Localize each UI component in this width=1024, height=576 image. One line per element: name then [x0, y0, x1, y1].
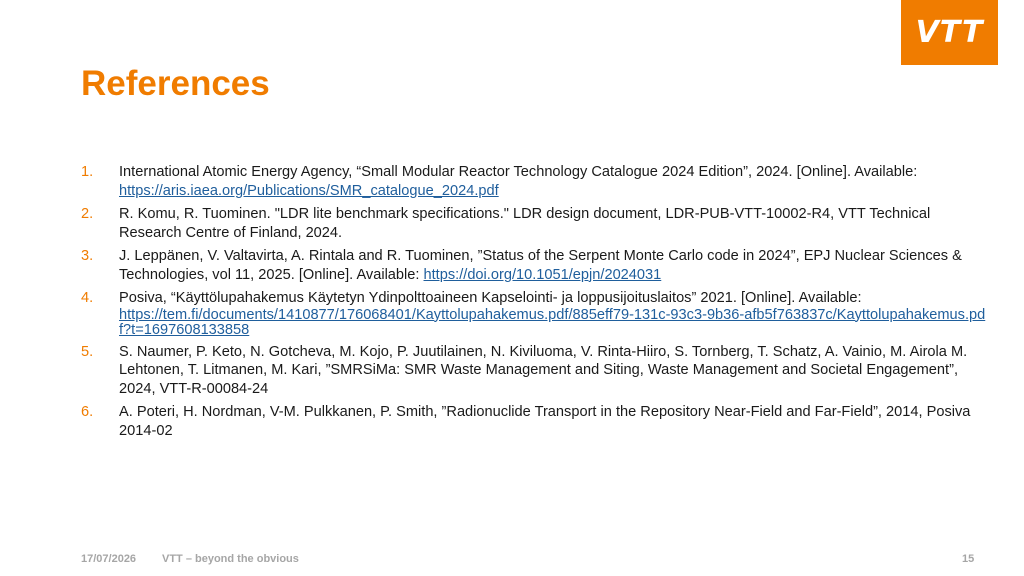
reference-link[interactable]: https://aris.iaea.org/Publications/SMR_catalogue_2024.pdf	[119, 182, 499, 199]
reference-link[interactable]: https://tem.fi/documents/1410877/176068401/Kayttolupahakemus.pdf/885eff79-131c-93c3-9b36-afb5f763837c/Kayttolupahakemus.pdf?t=1697608133858	[119, 306, 986, 338]
reference-citation: S. Naumer, P. Keto, N. Gotcheva, M. Kojo, P. Juutilainen, N. Kiviluoma, V. Rinta-Hiiro, S. Tornberg, T. Schatz, A. Vainio, M. Airola M. Lehtonen, T. Litmanen, M. Kari, ”SMRSiMa: SMR Waste Management and Siting, Waste Management and Societal Engagement”, 2024, VTT-R-00084-24	[119, 343, 968, 397]
reference-number: 2.	[81, 206, 94, 222]
reference-item	[81, 163, 991, 200]
reference-citation: International Atomic Energy Agency, “Small Modular Reactor Technology Catalogue 2024 Edition”, 2024. [Online]. Available:	[119, 164, 918, 180]
reference-text	[119, 163, 991, 200]
reference-text	[119, 205, 991, 242]
logo-text: VTT	[915, 15, 984, 50]
reference-item	[81, 343, 991, 399]
vtt-logo	[901, 0, 998, 65]
reference-number: 5.	[81, 343, 94, 360]
page-number: 15	[962, 553, 975, 565]
reference-citation: R. Komu, R. Tuominen. "LDR lite benchmark specifications." LDR design document, LDR-PUB-VTT-10002-R4, VTT Technical Research Centre of Finland, 2024.	[119, 206, 931, 241]
reference-number: 6.	[81, 404, 94, 420]
footer-tagline: VTT – beyond the obvious	[162, 553, 299, 565]
reference-number: 3.	[81, 248, 94, 264]
reference-item	[81, 205, 991, 242]
reference-link[interactable]: https://doi.org/10.1051/epjn/2024031	[423, 266, 662, 283]
reference-text	[119, 343, 991, 399]
reference-list	[81, 163, 991, 445]
reference-text	[119, 289, 991, 338]
reference-item	[81, 289, 991, 338]
reference-item	[81, 247, 991, 284]
reference-number: 4.	[81, 290, 94, 306]
reference-citation: A. Poteri, H. Nordman, V-M. Pulkkanen, P. Smith, ”Radionuclide Transport in the Repository Near-Field and Far-Field”, 2014, Posiva 2014-02	[119, 404, 971, 439]
reference-text	[119, 247, 991, 284]
footer-date: 17/07/2026	[81, 553, 137, 565]
reference-number: 1.	[81, 164, 94, 180]
reference-item	[81, 403, 991, 440]
reference-text	[119, 403, 991, 440]
reference-citation: J. Leppänen, V. Valtavirta, A. Rintala and R. Tuominen, ”Status of the Serpent Monte Carlo code in 2024”, EPJ Nuclear Sciences & Technologies, vol 11, 2025. [Online]. Available:	[119, 248, 962, 283]
reference-citation: Posiva, “Käyttölupahakemus Käytetyn Ydinpolttoaineen Kapselointi- ja loppusijoituslaitos” 2021. [Online]. Available:	[119, 290, 862, 306]
page-title: References	[81, 64, 270, 103]
